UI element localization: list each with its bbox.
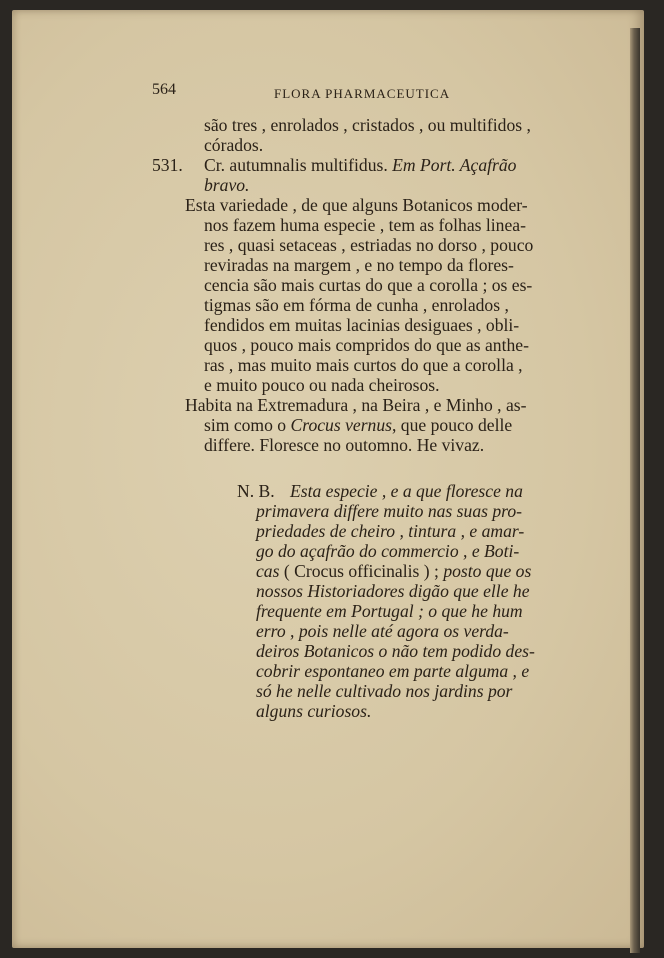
book-page (12, 10, 644, 948)
text-line: differe. Floresce no outomno. He vivaz. (204, 435, 485, 455)
note-line: alguns curiosos. (256, 701, 372, 721)
note-line (256, 562, 531, 582)
common-name: Em Port. Açafrão (392, 155, 517, 175)
species-reference: Crocus vernus (290, 415, 392, 435)
text-line: ras , mas muito mais curtos do que a corolla , (204, 355, 523, 375)
text-fragment: posto que os (443, 561, 532, 581)
text-line: córados. (204, 135, 264, 155)
text-line: cencia são mais curtas do que a corolla ; os es- (204, 275, 533, 295)
text-line: tigmas são em fórma de cunha , enrolados , (204, 295, 509, 315)
note-line: erro , pois nelle até agora os verda- (256, 621, 509, 641)
text-fragment: sim como o (204, 415, 287, 435)
text-line: res , quasi setaceas , estriadas no dorso , pouco (204, 235, 534, 255)
note-line: frequente em Portugal ; o que he hum (256, 601, 523, 621)
note-line: nossos Historiadores digão que elle he (256, 581, 530, 601)
text-line: reviradas na margem , e no tempo da flores- (204, 255, 514, 275)
text-fragment: , que pouco delle (392, 415, 513, 435)
note-line: go do açafrão do commercio , e Boti- (256, 541, 520, 561)
text-line: são tres , enrolados , cristados , ou multifidos , (204, 115, 531, 135)
page-number: 564 (152, 81, 176, 98)
entry-number: 531. (152, 155, 183, 175)
running-title: FLORA PHARMACEUTICA (274, 86, 451, 101)
text-line: fendidos em muitas lacinias desiguaes , obli- (204, 315, 520, 335)
text-line: Habita na Extremadura , na Beira , e Minho , as- (185, 395, 527, 415)
text-line: Esta variedade , de que alguns Botanicos moder- (185, 195, 528, 215)
note-line: deiros Botanicos o não tem podido des- (256, 641, 535, 661)
text-line: e muito pouco ou nada cheirosos. (204, 375, 440, 395)
text-fragment: cas (256, 561, 280, 581)
text-fragment: ( Crocus officinalis ) ; (283, 561, 439, 581)
species-name: Cr. autumnalis multifidus. (204, 155, 388, 175)
text-line (204, 416, 512, 436)
note-line: cobrir espontaneo em parte alguma , e (256, 661, 530, 681)
text-line: bravo. (204, 175, 250, 195)
note-label: N. B. (237, 481, 275, 501)
note-line: primavera differe muito nas suas pro- (256, 501, 523, 521)
note-line: priedades de cheiro , tintura , e amar- (256, 521, 525, 541)
page-text (12, 10, 644, 948)
note-line: só he nelle cultivado nos jardins por (256, 681, 513, 701)
text-line: nos fazem huma especie , tem as folhas linea- (204, 215, 526, 235)
entry-heading (204, 156, 516, 176)
text-line: quos , pouco mais compridos do que as anthe- (204, 335, 529, 355)
note-line: Esta especie , e a que floresce na (290, 481, 523, 501)
